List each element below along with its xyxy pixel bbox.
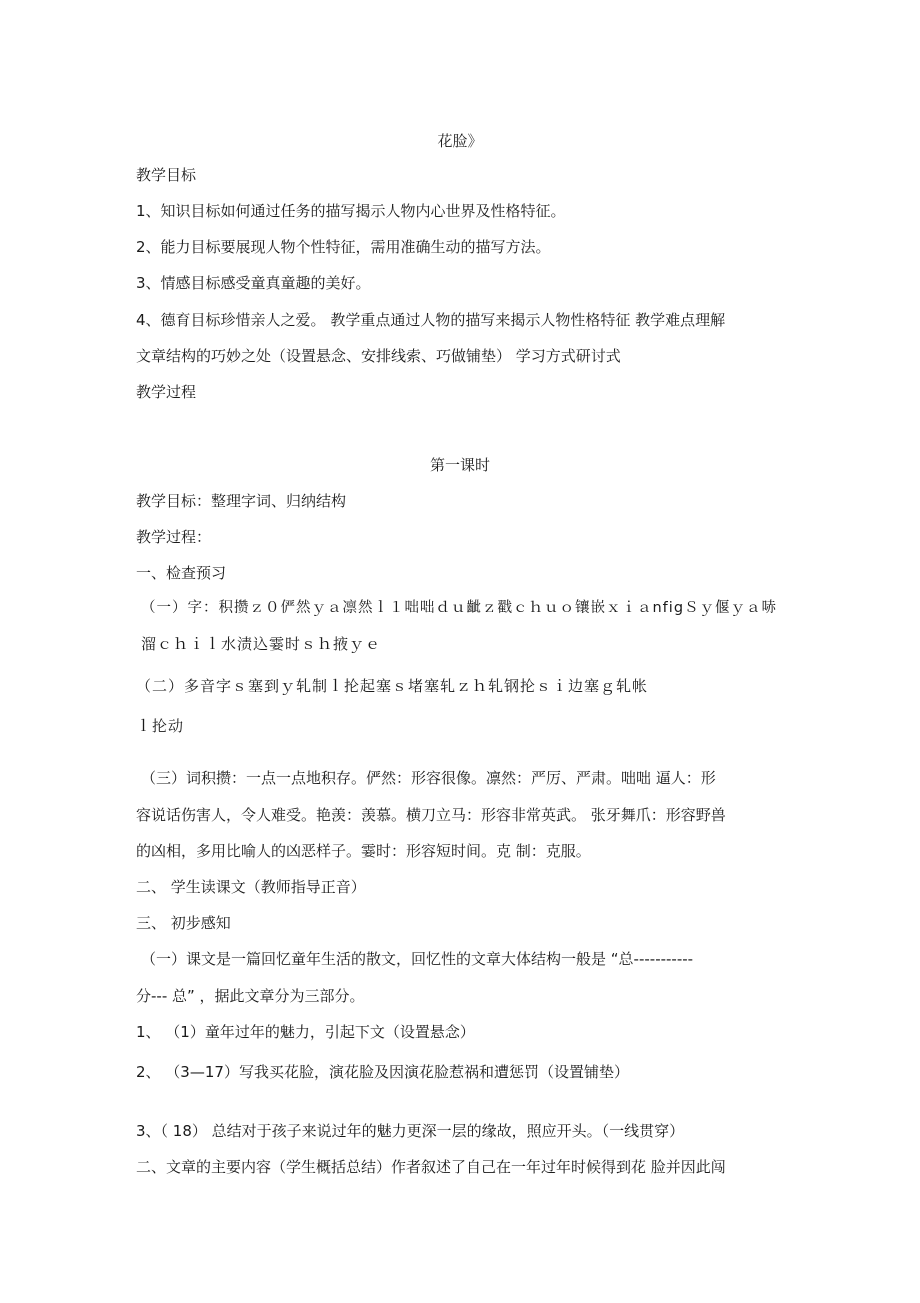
goal-4-continued: 文章结构的巧妙之处（设置悬念、安排线索、巧做铺垫） 学习方式研讨式 xyxy=(136,347,621,365)
characters-line-2: 溜ｃｈｉｌ水渍込霎时ｓｈ掖ｙｅ xyxy=(141,635,382,653)
section-check-preview: 一、检查预习 xyxy=(136,564,227,582)
lesson-title: 第一课时 xyxy=(429,456,490,474)
polyphone-line-2: ｌ抡动 xyxy=(136,717,185,735)
goals-heading: 教学目标 xyxy=(136,166,197,184)
document-title: 花脸》 xyxy=(437,132,483,150)
structure-part-1: 1、 （1）童年过年的魅力，引起下文（设置悬念） xyxy=(136,1023,475,1041)
goal-3: 3、情感目标感受童真童趣的美好。 xyxy=(136,274,371,292)
section-first-impression: 三、 初步感知 xyxy=(136,914,231,932)
goal-2: 2、能力目标要展现人物个性特征，需用准确生动的描写方法。 xyxy=(136,238,551,256)
vocabulary-line-1: （三）词积攒：一点一点地积存。俨然：形容很像。凛然：严厉、严肃。咄咄 逼人：形 xyxy=(141,769,716,787)
structure-part-3: 3、（ 18） 总结对于孩子来说过年的魅力更深一层的缘故，照应开头。（一线贯穿） xyxy=(136,1122,685,1140)
polyphone-line-1: （二）多音字ｓ塞到ｙ轧制ｌ抡起塞ｓ堵塞轧ｚｈ轧钢抡ｓｉ边塞ｇ轧帐 xyxy=(136,677,649,695)
process-heading: 教学过程 xyxy=(136,383,197,401)
lesson-goal: 教学目标：整理字词、归纳结构 xyxy=(136,492,347,510)
vocabulary-line-2: 容说话伤害人，令人难受。艳羡：羡慕。横刀立马：形容非常英武。 张牙舞爪：形容野兽 xyxy=(136,806,726,824)
perception-line-2: 分--- 总” ，据此文章分为三部分。 xyxy=(136,987,365,1005)
goal-4: 4、德育目标珍惜亲人之爱。 教学重点通过人物的描写来揭示人物性格特征 教学难点理解 xyxy=(136,311,726,329)
perception-line-1: （一）课文是一篇回忆童年生活的散文，回忆性的文章大体结构一般是 “总----------- xyxy=(141,950,694,968)
goal-1: 1、知识目标如何通过任务的描写揭示人物内心世界及性格特征。 xyxy=(136,202,566,220)
structure-part-2: 2、 （3—17）写我买花脸，演花脸及因演花脸惹祸和遭惩罚（设置铺垫） xyxy=(136,1063,629,1081)
main-content-line: 二、文章的主要内容（学生概括总结）作者叙述了自己在一年过年时候得到花 脸并因此闯 xyxy=(136,1158,726,1176)
section-read-text: 二、 学生读课文（教师指导正音） xyxy=(136,878,366,896)
characters-line-1: （一）字：积攒ｚ０俨然ｙａ凛然ｌ１咄咄ｄｕ齜ｚ戳ｃｈｕｏ镶嵌ｘｉａnfigＳｙ偃ｙａ哧 xyxy=(141,600,778,616)
vocabulary-line-3: 的凶相，多用比喻人的凶恶样子。霎时：形容短时间。克 制：克服。 xyxy=(136,842,591,860)
lesson-process: 教学过程： xyxy=(136,528,212,546)
